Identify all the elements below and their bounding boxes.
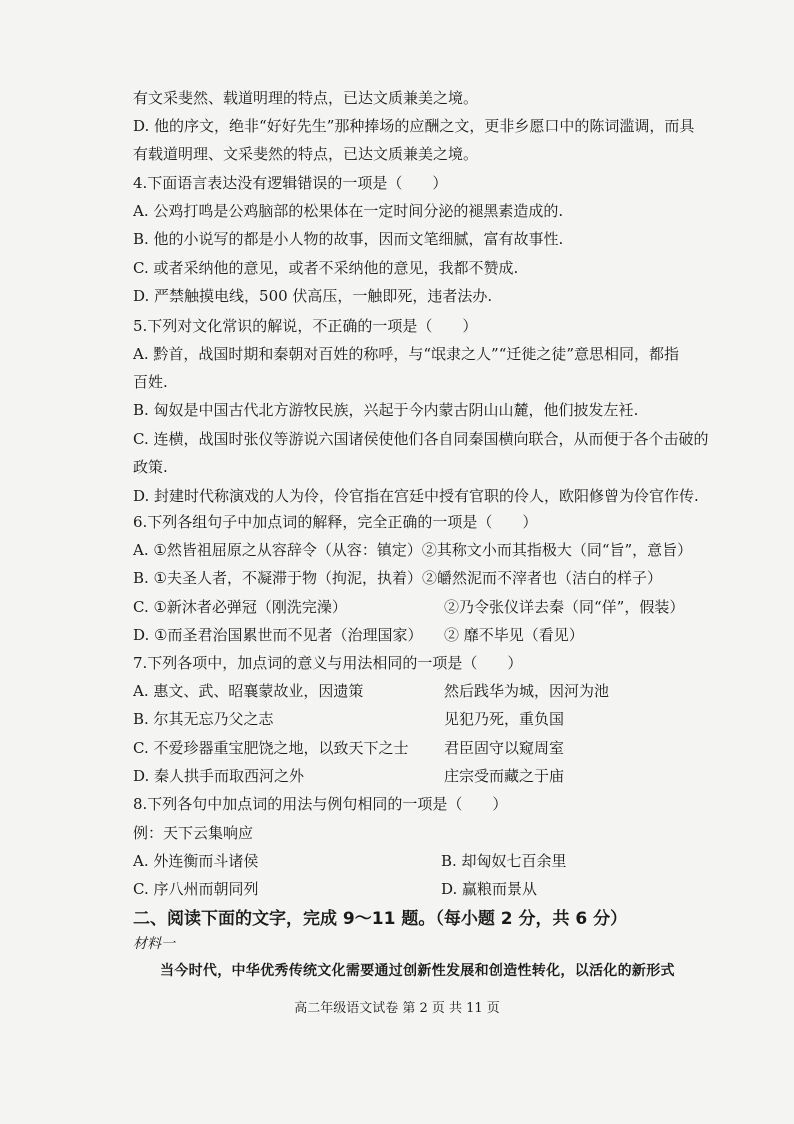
option-text: D. 赢粮而景从	[441, 880, 538, 898]
option-text: 然后践华为城，因河为池	[444, 682, 610, 700]
option-text: B. 尔其无忘乃父之志	[133, 710, 274, 728]
example-sentence: 例：天下云集响应	[133, 824, 254, 842]
question-8-stem: 8.下列各句中加点词的用法与例句相同的一项是（ ）	[133, 795, 508, 813]
option-text: A. 外连衡而斗诸侯	[133, 852, 259, 870]
material-paragraph: 当今时代，中华优秀传统文化需要通过创新性发展和创造性转化，以活化的新形式	[160, 963, 675, 979]
page-footer: 高二年级语文试卷 第 2 页 共 11 页	[294, 1001, 500, 1016]
option-text: A. 黔首，战国时期和秦朝对百姓的称呼，与“氓隶之人”“迁徙之徒”意思相同，都指	[133, 345, 680, 363]
option-text: C. 连横，战国时张仪等游说六国诸侯使他们各自同秦国横向联合，从而便于各个击破的	[133, 430, 709, 448]
option-text: D. 秦人拱手而取西河之外	[133, 767, 305, 785]
option-text: 见犯乃死，重负国	[444, 710, 565, 728]
option-text: 庄宗受而藏之于庙	[444, 767, 565, 785]
option-text: A. ①然皆祖屈原之从容辞令（从容：镇定）②其称文小而其指极大（同“旨”，意旨）	[133, 541, 693, 559]
option-text: D. 严禁触摸电线，500 伏高压，一触即死，违者法办.	[133, 287, 493, 305]
text-line: 有文采斐然、载道明理的特点，已达文质兼美之境。	[133, 89, 479, 107]
option-text: D. ①而圣君治国累世而不见者（治理国家）	[133, 626, 423, 644]
option-text: D. 封建时代称演戏的人为伶，伶官指在宫廷中授有官职的伶人，欧阳修曾为伶官作传.	[133, 487, 699, 505]
text-line: D. 他的序文，绝非“好好先生”那种捧场的应酬之文，更非乡愿口中的陈词滥调，而具	[133, 117, 695, 135]
option-text: A. 惠文、武、昭襄蒙故业，因遗策	[133, 682, 364, 700]
question-7-stem: 7.下列各项中，加点词的意义与用法相同的一项是（ ）	[133, 654, 523, 672]
option-text: B. ①夫圣人者，不凝滞于物（拘泥，执着）②皭然泥而不滓者也（洁白的样子）	[133, 569, 663, 587]
question-6-stem: 6.下列各组句子中加点词的解释，完全正确的一项是（ ）	[133, 513, 538, 531]
option-text: ② 靡不毕见（看见）	[444, 626, 584, 644]
option-text: B. 他的小说写的都是小人物的故事，因而文笔细腻，富有故事性.	[133, 230, 564, 248]
option-text: 君臣固守以窥周室	[444, 739, 565, 757]
material-label: 材料一	[133, 936, 175, 952]
option-text: B. 匈奴是中国古代北方游牧民族，兴起于今内蒙古阴山山麓，他们披发左衽.	[133, 401, 639, 419]
option-text: B. 却匈奴七百余里	[441, 852, 567, 870]
text-line: 有载道明理、文采斐然的特点，已达文质兼美之境。	[133, 145, 479, 163]
option-text: 政策.	[133, 458, 168, 476]
option-text: C. 不爱珍器重宝肥饶之地，以致天下之士	[133, 739, 409, 757]
option-text: C. 序八州而朝同列	[133, 880, 259, 898]
option-text: ②乃令张仪详去秦（同“佯”，假装）	[444, 598, 685, 616]
option-text: 百姓.	[133, 373, 168, 391]
question-5-stem: 5.下列对文化常识的解说，不正确的一项是（ ）	[133, 317, 478, 335]
option-text: C. ①新沐者必弹冠（刚洗完澡）	[133, 598, 347, 616]
option-text: A. 公鸡打鸣是公鸡脑部的松果体在一定时间分泌的褪黑素造成的.	[133, 202, 564, 220]
section-heading: 二、阅读下面的文字，完成 9～11 题。（每小题 2 分，共 6 分）	[133, 909, 628, 929]
option-text: C. 或者采纳他的意见，或者不采纳他的意见，我都不赞成.	[133, 259, 519, 277]
question-4-stem: 4.下面语言表达没有逻辑错误的一项是（ ）	[133, 174, 448, 192]
